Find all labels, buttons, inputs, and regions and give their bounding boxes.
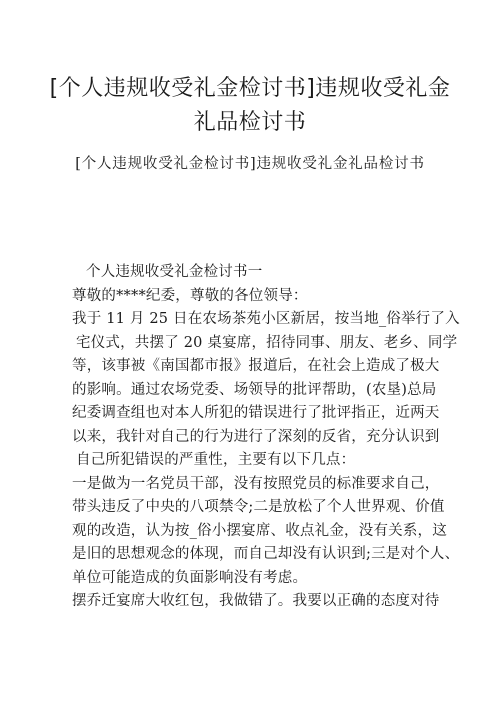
body-line: 等，该事被《南国都市报》报道后，在社会上造成了极大 [72,358,440,374]
body-line: 是旧的思想观念的体现，而自己却没有认识到;三是对个人、 [72,546,460,562]
title-line-1: [个人违规收受礼金检讨书]违规收受礼金 [49,76,451,101]
body-line: 的影响。通过农场党委、场领导的批评帮助，(农垦)总局 [72,381,437,398]
body-line: 一是做为一名党员干部，没有按照党员的标准要求自己， [72,475,440,492]
body-line: 纪委调查组也对本人所犯的错误进行了批评指正，近两天 [72,405,440,421]
body-line: 以来，我针对自己的行为进行了深刻的反省，充分认识到 [72,428,440,445]
section-heading: 个人违规收受礼金检讨书一 [86,264,263,280]
body-line: 摆乔迁宴席大收红包，我做错了。我要以正确的态度对待 [72,593,440,609]
body-line: 我于 11 月 25 日在农场茶苑小区新居，按当地_俗举行了入 [72,311,460,327]
body-line: 自己所犯错误的严重性，主要有以下几点： [76,452,356,468]
body-line: 观的改造，认为按_俗小摆宴席、收点礼金，没有关系，这 [72,522,447,539]
body-line: 带头违反了中央的八项禁令;二是放松了个人世界观、价值 [72,499,445,515]
document-body [72,261,460,614]
document-subtitle: [个人违规收受礼金检讨书]违规收受礼金礼品检讨书 [75,156,425,172]
title-line-2: 礼品检讨书 [193,110,307,135]
body-line: 宅仪式，共摆了 20 桌宴席，招待同事、朋友、老乡、同学 [76,334,458,351]
salutation: 尊敬的****纪委，尊敬的各位领导： [72,287,308,304]
body-line: 单位可能造成的负面影响没有考虑。 [72,569,308,586]
document-title [0,72,500,140]
